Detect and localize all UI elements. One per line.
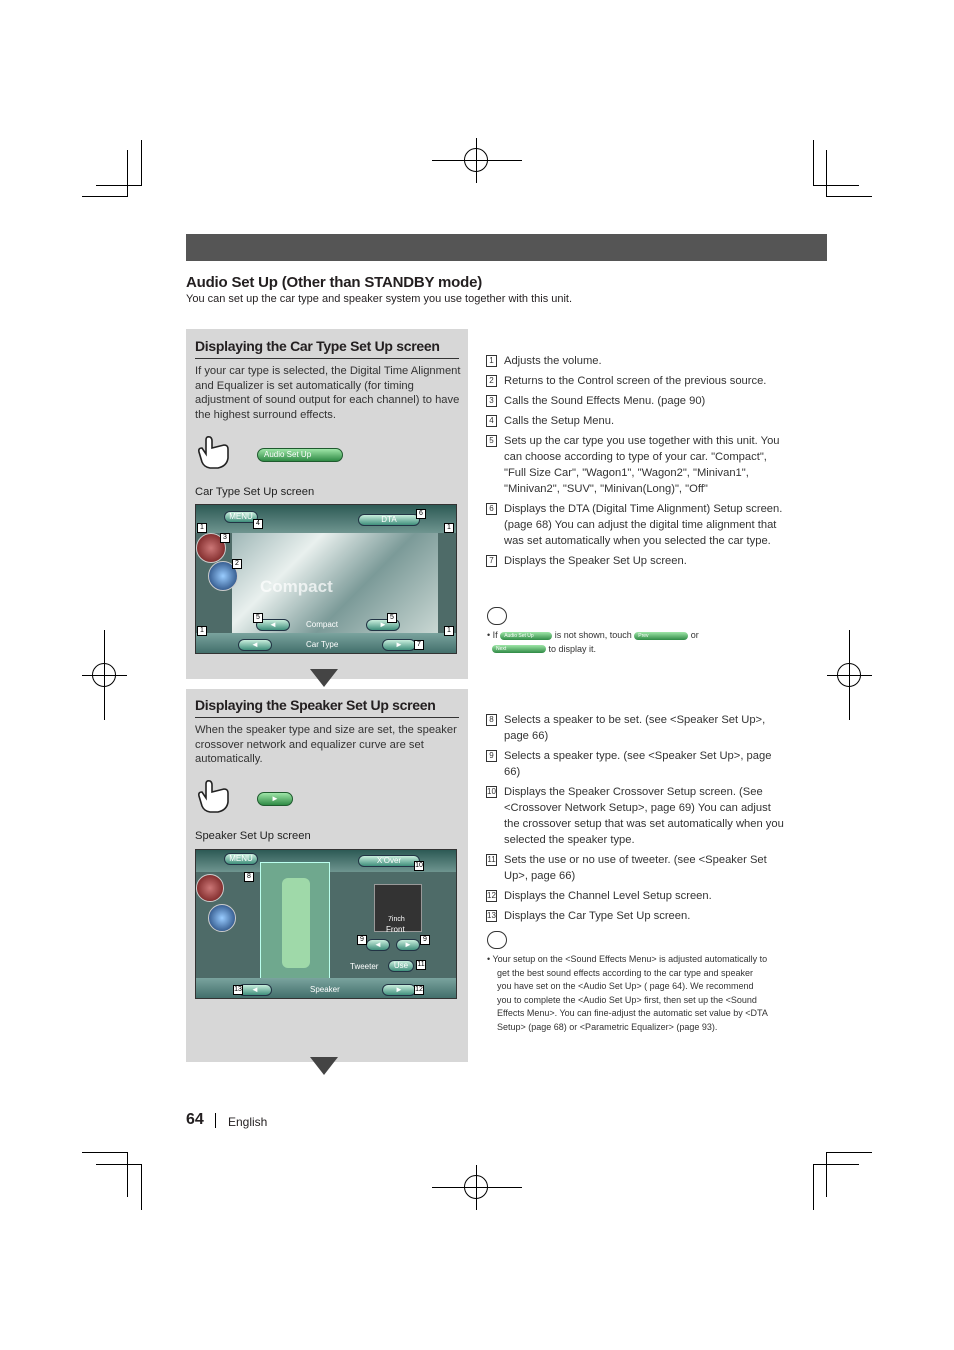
car-type-panel xyxy=(186,329,468,679)
note-display: • If Audio Set Up is not shown, touch Prev or Next to display it. xyxy=(487,630,699,654)
note-icon xyxy=(487,931,507,949)
speaker-title: Speaker xyxy=(310,985,340,994)
tweeter-use-button[interactable]: Use xyxy=(388,960,414,972)
footer-divider xyxy=(215,1113,216,1128)
menu-button[interactable]: MENU xyxy=(224,511,258,523)
crop-mark xyxy=(826,150,827,197)
callout-5: 5 xyxy=(253,613,263,623)
audio-set-up-mini-button: Audio Set Up xyxy=(500,632,552,640)
list-item: 12 Displays the Channel Level Setup screen. xyxy=(487,890,712,902)
panel-title: Displaying the Speaker Set Up screen xyxy=(195,697,436,713)
car-type-large-label: Compact xyxy=(260,577,333,596)
flow-arrow xyxy=(310,669,338,687)
callout-9: 9 xyxy=(420,935,430,945)
speaker-setup-panel xyxy=(186,689,468,1062)
crop-mark xyxy=(127,1152,128,1197)
callout-12: 12 xyxy=(415,986,423,993)
registration-mark xyxy=(464,148,488,172)
crop-mark xyxy=(82,1152,128,1153)
list-item: 3 Calls the Sound Effects Menu. (page 90) xyxy=(486,393,786,409)
crop-mark xyxy=(826,1152,827,1197)
dta-button[interactable]: DTA xyxy=(358,514,420,526)
crop-mark xyxy=(141,1164,142,1210)
speaker-setup-screenshot xyxy=(195,849,457,999)
speaker-position: Front xyxy=(386,925,405,934)
car-seat-diagram xyxy=(282,878,310,968)
list-item: 10 Displays the Speaker Crossover Setup screen. (See <Crossover Network Setup>, page 69) You can adjust the crossover setup that was set automatically when you selected the speaker type. xyxy=(487,786,784,846)
registration-mark xyxy=(464,1175,488,1199)
sound-effects-icon[interactable] xyxy=(196,874,224,902)
list-item: 13 Displays the Car Type Set Up screen. xyxy=(487,910,691,922)
divider xyxy=(195,717,459,718)
callout-9: 9 xyxy=(357,935,367,945)
header-bar xyxy=(186,234,827,261)
screen-caption: Car Type Set Up screen xyxy=(195,486,315,498)
callout-1: 1 xyxy=(197,523,207,533)
crop-mark xyxy=(96,1164,142,1165)
speaker-item-list xyxy=(486,712,786,928)
callout-11: 11 xyxy=(417,961,425,968)
page-number: 64 xyxy=(186,1111,204,1128)
callout-7: 7 xyxy=(414,640,424,650)
list-item: 2 Returns to the Control screen of the previous source. xyxy=(486,373,786,389)
crop-mark xyxy=(96,185,142,186)
section-intro: You can set up the car type and speaker system you use together with this unit. xyxy=(186,293,573,305)
panel-title: Displaying the Car Type Set Up screen xyxy=(195,338,440,354)
callout-5: 5 xyxy=(387,613,397,623)
crop-mark xyxy=(127,150,128,197)
callout-10: 10 xyxy=(415,862,423,869)
list-item: 5 Sets up the car type you use together with this unit. You can choose according to type of your car. "Compact", "Full Size Car", "Wagon1", "Wagon2", "Minivan1", "Minivan2", "SUV", "Minivan(Long)", "Off" xyxy=(486,433,786,497)
callout-3: 3 xyxy=(220,533,230,543)
list-item: 6 Displays the DTA (Digital Time Alignment) Setup screen. (page 68) You can adjust the digital time alignment that was set automatically when you selected the car type. xyxy=(486,501,786,549)
list-item: 4 Calls the Setup Menu. xyxy=(486,413,786,429)
section-heading: Audio Set Up (Other than STANDBY mode) xyxy=(186,274,483,291)
note-icon xyxy=(487,607,507,625)
car-type-setup-screenshot xyxy=(195,504,457,654)
crop-mark xyxy=(813,185,859,186)
callout-13: 13 xyxy=(234,986,242,993)
callout-1: 1 xyxy=(444,626,454,636)
prev-screen-button[interactable]: ◄ xyxy=(238,639,272,651)
crop-mark xyxy=(82,196,128,197)
registration-mark xyxy=(92,663,116,687)
prev-car-type-button[interactable]: ◄ xyxy=(256,619,290,631)
callout-1: 1 xyxy=(197,626,207,636)
crop-mark xyxy=(826,196,872,197)
speaker-setup-button[interactable]: ► xyxy=(382,639,416,651)
callout-4: 4 xyxy=(253,519,263,529)
next-button[interactable]: ► xyxy=(257,792,293,806)
list-item: 9 Selects a speaker type. (see <Speaker Set Up>, page 66) xyxy=(486,748,786,780)
list-item: 11 Sets the use or no use of tweeter. (see <Speaker Set Up>, page 66) xyxy=(487,854,767,882)
car-type-setup-button[interactable]: ◄ xyxy=(238,984,272,996)
next-mini-button: Next xyxy=(492,645,546,653)
touch-hand-icon xyxy=(194,432,234,472)
list-item: 8 Selects a speaker to be set. (see <Speaker Set Up>, page 66) xyxy=(486,712,786,744)
crop-mark xyxy=(813,1164,814,1210)
panel-description: When the speaker type and size are set, the speaker crossover network and equalizer curve are set automatically. xyxy=(195,724,457,765)
list-item: 1 Adjusts the volume. xyxy=(486,353,786,369)
next-speaker-type-button[interactable]: ► xyxy=(396,939,420,951)
car-type-title: Car Type xyxy=(306,640,339,649)
return-icon[interactable] xyxy=(208,904,236,932)
xover-button[interactable]: X'Over xyxy=(358,855,420,867)
divider xyxy=(195,358,459,359)
prev-mini-button: Prev xyxy=(634,632,688,640)
screen-caption: Speaker Set Up screen xyxy=(195,830,311,842)
panel-description: If your car type is selected, the Digital Time Alignment and Equalizer is set automatically (for timing adjustment of sound output for each channel) to have the highest surround effects. xyxy=(195,365,461,421)
callout-1: 1 xyxy=(444,523,454,533)
menu-button[interactable]: MENU xyxy=(224,853,258,865)
crop-mark xyxy=(141,140,142,186)
crop-mark xyxy=(813,1164,859,1165)
list-item: 7 Displays the Speaker Set Up screen. xyxy=(486,553,786,569)
car-type-item-list xyxy=(486,353,786,573)
footer-language: English xyxy=(228,1115,268,1129)
speaker-size: 7inch xyxy=(388,916,405,923)
callout-2: 2 xyxy=(232,559,242,569)
crop-mark xyxy=(826,1152,872,1153)
crop-mark xyxy=(813,140,814,186)
callout-6: 6 xyxy=(416,509,426,519)
touch-hand-icon xyxy=(194,776,234,816)
flow-arrow xyxy=(310,1057,338,1075)
prev-speaker-type-button[interactable]: ◄ xyxy=(366,939,390,951)
tweeter-label: Tweeter xyxy=(350,962,379,971)
registration-mark xyxy=(837,663,861,687)
note-setup: • Your setup on the <Sound Effects Menu> is adjusted automatically to get the best sound effects according to the car type and speaker you have set on the <Audio Set Up> ( page 64). We recommend you to complete the <Audio Set Up> first, then set up the <Sound Effects Menu>. You can fine-adjust the automatic set value by <DTA Setup> (page 68) or <Parametric Equalizer> (page 93). xyxy=(487,954,768,1032)
callout-8: 8 xyxy=(244,872,254,882)
next-car-type-button[interactable]: ► xyxy=(366,619,400,631)
channel-level-button[interactable]: ► xyxy=(382,984,416,996)
audio-set-up-button[interactable]: Audio Set Up xyxy=(257,448,343,462)
car-type-value: Compact xyxy=(306,620,339,629)
